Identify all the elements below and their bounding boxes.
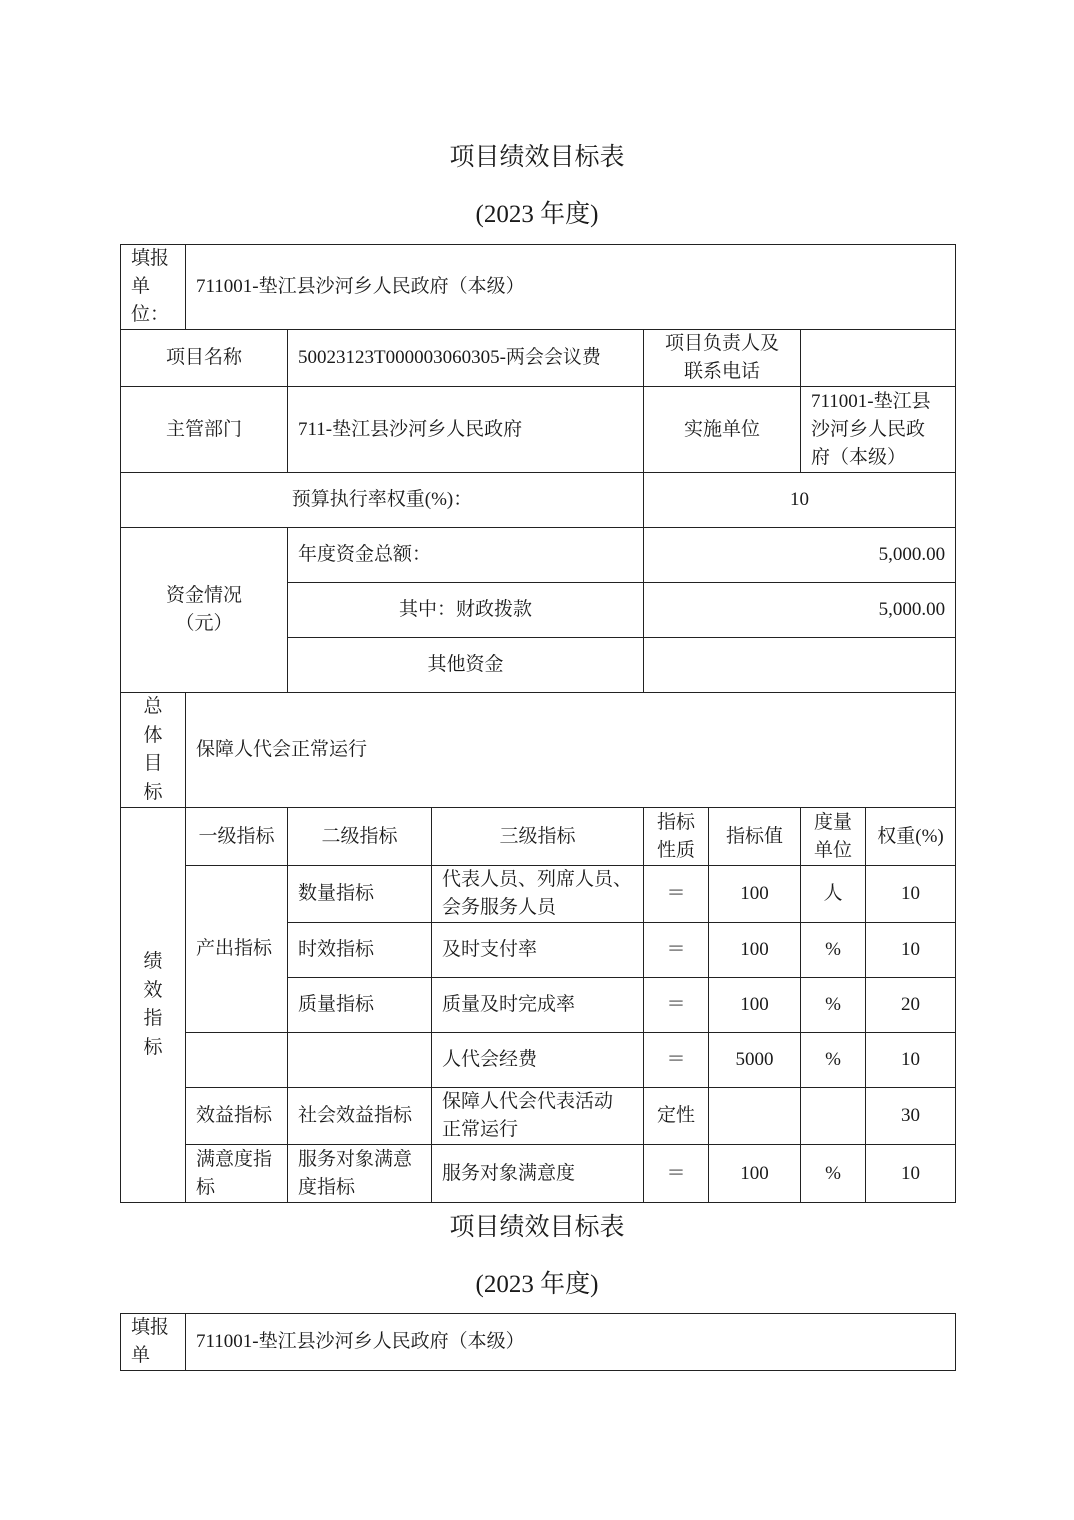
department-row	[121, 387, 956, 473]
indicator-nature: ＝	[644, 923, 709, 978]
indicator-value: 100	[709, 978, 801, 1033]
funds-label: 资金情况 （元）	[121, 528, 288, 693]
indicator-level2: 社会效益指标	[288, 1088, 432, 1145]
indicator-level3: 服务对象满意度	[432, 1145, 644, 1203]
header-weight: 权重(%)	[866, 808, 956, 866]
filler-row	[121, 1314, 956, 1371]
overall-goal-row	[121, 693, 956, 808]
overall-goal-label-cell	[121, 693, 186, 808]
header-level3: 三级指标	[432, 808, 644, 866]
funds-other-label: 其他资金	[288, 638, 644, 693]
indicator-level2: 时效指标	[288, 923, 432, 978]
budget-rate-value: 10	[644, 473, 956, 528]
table-row	[121, 1033, 956, 1088]
performance-indicators-label: 绩效指标	[143, 951, 163, 1058]
table-row	[121, 1088, 956, 1145]
indicator-level3: 人代会经费	[432, 1033, 644, 1088]
indicator-unit: %	[801, 1033, 866, 1088]
funds-fiscal-label: 其中：财政拨款	[288, 583, 644, 638]
filler-label-cell	[121, 1314, 186, 1371]
indicator-level1: 效益指标	[186, 1088, 288, 1145]
indicator-level2: 质量指标	[288, 978, 432, 1033]
header-level1: 一级指标	[186, 808, 288, 866]
table-body	[121, 245, 956, 1203]
indicator-weight: 10	[866, 1033, 956, 1088]
indicator-nature: ＝	[644, 1145, 709, 1203]
overall-goal-label: 总体目标	[143, 696, 163, 803]
header-nature: 指标 性质	[644, 808, 709, 866]
indicator-unit: 人	[801, 866, 866, 923]
overall-goal-value: 保障人代会正常运行	[186, 693, 956, 808]
form-year: (2023 年度)	[475, 201, 599, 228]
department-label: 主管部门	[121, 387, 288, 473]
indicator-weight: 10	[866, 1145, 956, 1203]
header-level2: 二级指标	[288, 808, 432, 866]
indicator-unit: %	[801, 923, 866, 978]
indicator-value: 100	[709, 1145, 801, 1203]
indicator-weight: 10	[866, 923, 956, 978]
filler-label: 填报单	[131, 1317, 170, 1366]
project-contact-label: 项目负责人及 联系电话	[644, 330, 801, 387]
indicator-level1: 满意度指 标	[186, 1145, 288, 1203]
indicator-level1: 产出指标	[186, 866, 288, 1033]
indicator-level2	[288, 1033, 432, 1088]
project-name-value: 50023123T000003060305-两会会议费	[288, 330, 644, 387]
indicator-value: 5000	[709, 1033, 801, 1088]
table-row	[121, 1145, 956, 1203]
indicator-level3: 保障人代会代表活动 正常运行	[432, 1088, 644, 1145]
funds-other-value	[644, 638, 956, 693]
indicator-nature: ＝	[644, 1033, 709, 1088]
indicator-level2: 服务对象满意 度指标	[288, 1145, 432, 1203]
header-value: 指标值	[709, 808, 801, 866]
funds-fiscal-value: 5,000.00	[644, 583, 956, 638]
indicator-level3: 质量及时完成率	[432, 978, 644, 1033]
indicator-value: 100	[709, 923, 801, 978]
filler-row	[121, 245, 956, 330]
indicator-level1	[186, 1033, 288, 1088]
form2-title: 项目绩效目标表	[449, 1214, 625, 1241]
filler-value: 711001-垫江县沙河乡人民政府（本级）	[186, 245, 956, 330]
indicator-value: 100	[709, 866, 801, 923]
filler-label: 填报单位：	[131, 248, 170, 325]
implementing-unit-label: 实施单位	[644, 387, 801, 473]
department-value: 711-垫江县沙河乡人民政府	[288, 387, 644, 473]
indicator-value	[709, 1088, 801, 1145]
project-contact-value	[801, 330, 956, 387]
performance-indicators-label-cell	[121, 808, 186, 1203]
table2-body	[121, 1314, 956, 1371]
filler-label-cell	[121, 245, 186, 330]
form2-year: (2023 年度)	[475, 1271, 599, 1298]
indicator-unit: %	[801, 1145, 866, 1203]
funds-total-row	[121, 528, 956, 583]
funds-total-label: 年度资金总额：	[288, 528, 644, 583]
indicator-weight: 20	[866, 978, 956, 1033]
filler-value: 711001-垫江县沙河乡人民政府（本级）	[186, 1314, 956, 1371]
table-row	[121, 866, 956, 923]
project-row	[121, 330, 956, 387]
indicator-unit	[801, 1088, 866, 1145]
indicator-weight: 30	[866, 1088, 956, 1145]
indicator-level3: 代表人员、列席人员、 会务服务人员	[432, 866, 644, 923]
implementing-unit-value: 711001-垫江县 沙河乡人民政 府（本级）	[801, 387, 956, 473]
indicator-nature: ＝	[644, 978, 709, 1033]
indicator-weight: 10	[866, 866, 956, 923]
indicator-level3: 及时支付率	[432, 923, 644, 978]
form-title: 项目绩效目标表	[449, 144, 625, 171]
header-unit: 度量 单位	[801, 808, 866, 866]
indicator-nature: 定性	[644, 1088, 709, 1145]
indicator-level2: 数量指标	[288, 866, 432, 923]
performance-target-table-2	[120, 1313, 956, 1371]
performance-target-table	[120, 244, 956, 1203]
budget-rate-row	[121, 473, 956, 528]
funds-total-value: 5,000.00	[644, 528, 956, 583]
budget-rate-label: 预算执行率权重(%)：	[121, 473, 644, 528]
project-name-label: 项目名称	[121, 330, 288, 387]
indicator-header-row	[121, 808, 956, 866]
indicator-unit: %	[801, 978, 866, 1033]
indicator-nature: ＝	[644, 866, 709, 923]
